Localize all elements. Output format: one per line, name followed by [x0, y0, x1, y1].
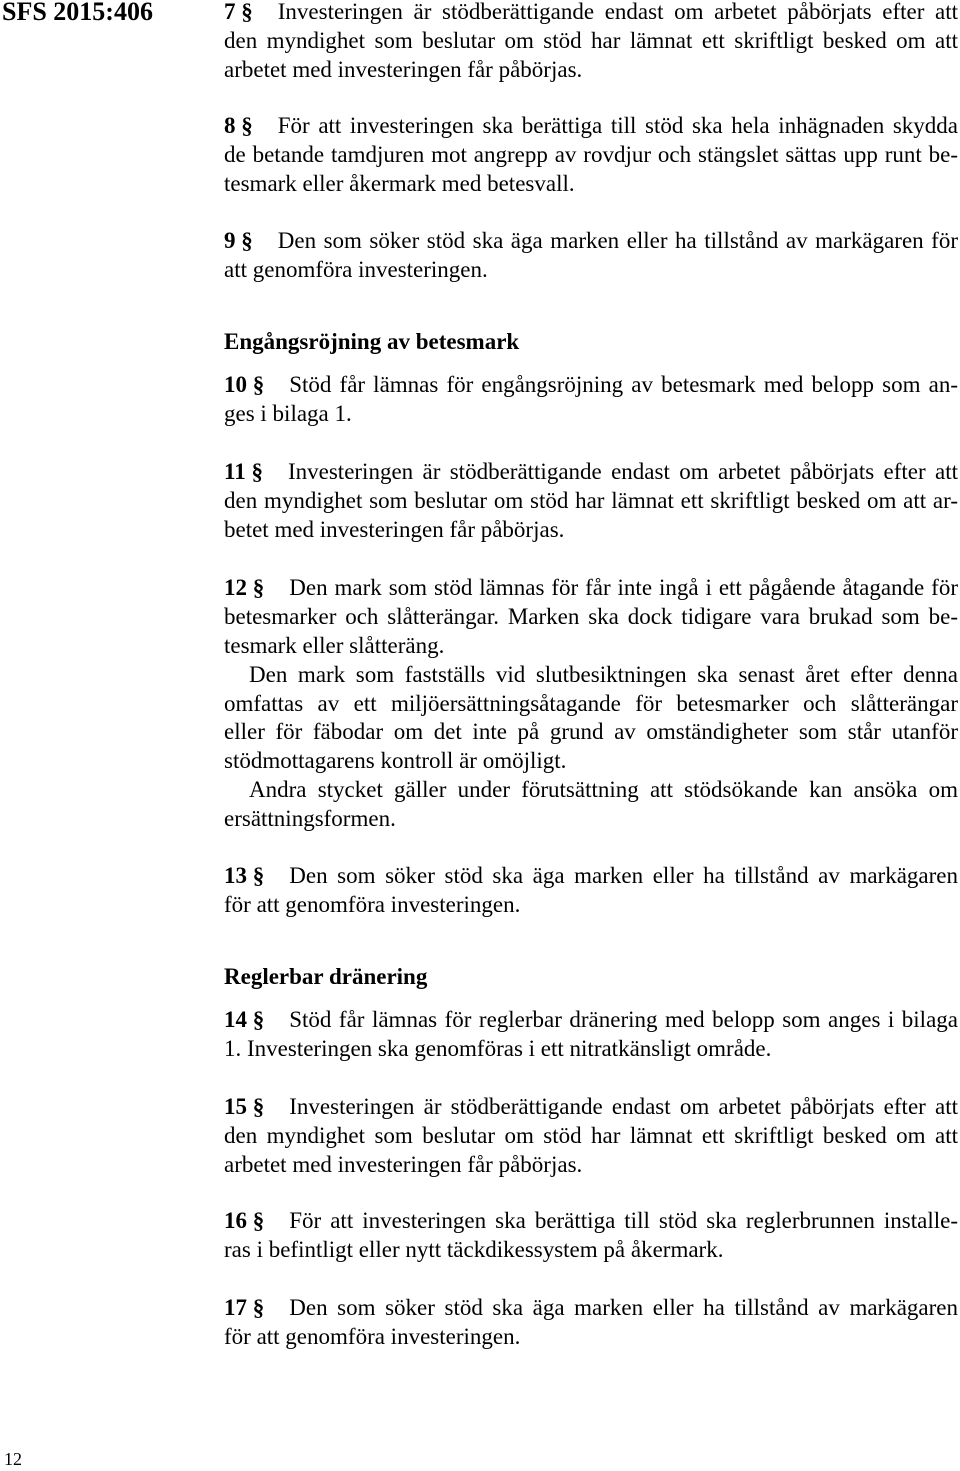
section-number: 13 § — [224, 863, 265, 888]
section-9 — [224, 227, 958, 285]
section-14 — [224, 1006, 958, 1064]
line-text: Den som söker stöd ska äga marken eller ha tillstånd av markägaren — [289, 1295, 958, 1320]
sfs-number: SFS 2015:406 — [2, 0, 153, 26]
text-line: 1. Investeringen ska genomföras i ett nitratkänsligt område. — [224, 1035, 772, 1061]
text-line — [224, 227, 958, 256]
section-10 — [224, 371, 958, 429]
text-line: de betande tamdjuren mot angrepp av rovdjur och stängslet sättas upp runt be- — [224, 141, 958, 167]
line-text: Stöd får lämnas för reglerbar dränering med belopp som anges i bilaga — [289, 1007, 958, 1032]
section-heading — [224, 328, 958, 357]
text-line — [224, 0, 958, 27]
section-12 — [224, 574, 958, 834]
text-line: Den mark som fastställs vid slutbesiktningen ska senast året efter denna — [249, 661, 958, 687]
line-text: Investeringen är stödberättigande endast om arbetet påbörjats efter att — [287, 459, 958, 484]
text-line: den myndighet som beslutar om stöd har lämnat ett skriftligt besked om att — [224, 1122, 958, 1148]
text-line: ersättningsformen. — [224, 806, 396, 832]
section-17 — [224, 1294, 958, 1352]
text-line: arbetet med investeringen får påbörjas. — [224, 1151, 583, 1177]
section-number: 10 § — [224, 372, 265, 397]
section-number: 12 § — [224, 575, 265, 600]
text-line — [224, 1093, 958, 1122]
heading-text: Engångsröjning av betesmark — [224, 329, 520, 354]
section-number: 16 § — [224, 1208, 265, 1233]
text-line — [224, 371, 958, 400]
text-line: för att genomföra investeringen. — [224, 891, 521, 917]
text-line: ras i befintligt eller nytt täckdikessystem på åkermark. — [224, 1236, 724, 1262]
text-line: betesmarker och slåtterängar. Marken ska dock tidigare vara brukad som be- — [224, 603, 958, 629]
section-11 — [224, 458, 958, 545]
text-line: tesmark eller åkermark med betesvall. — [224, 170, 575, 196]
text-line: arbetet med investeringen får påbörjas. — [224, 56, 583, 82]
line-text: Stöd får lämnas för engångsröjning av betesmark med belopp som an- — [289, 372, 958, 397]
text-line — [224, 1006, 958, 1035]
section-number: 8 § — [224, 113, 253, 138]
section-8 — [224, 112, 958, 199]
line-text: För att investeringen ska berättiga till stöd ska hela inhägnaden skydda — [277, 113, 958, 138]
line-text: För att investeringen ska berättiga till stöd ska reglerbrunnen installe- — [289, 1208, 958, 1233]
heading-text: Reglerbar dränering — [224, 964, 428, 989]
text-line: ges i bilaga 1. — [224, 400, 352, 426]
text-line: betet med investeringen får påbörjas. — [224, 516, 565, 542]
text-line: tesmark eller slåtteräng. — [224, 632, 445, 658]
text-line: den myndighet som beslutar om stöd har lämnat ett skriftligt besked om att — [224, 27, 958, 53]
line-text: Investeringen är stödberättigande endast om arbetet påbörjats efter att — [277, 0, 958, 24]
text-line: stödmottagarens kontroll är omöjligt. — [224, 748, 567, 774]
text-line — [224, 1294, 958, 1323]
text-line — [224, 862, 958, 891]
section-13 — [224, 862, 958, 920]
section-number: 11 § — [224, 459, 263, 484]
text-line: eller för fäbodar om det inte på grund av omständigheter som står utanför — [224, 719, 958, 745]
page-number: 12 — [4, 1449, 22, 1469]
text-line: att genomföra investeringen. — [224, 256, 488, 282]
text-line: omfattas av ett miljöersättningsåtagande för betesmarker och slåtterängar — [224, 690, 958, 716]
section-7 — [224, 0, 958, 85]
text-line — [224, 1207, 958, 1236]
text-line — [224, 112, 958, 141]
section-heading — [224, 963, 958, 992]
section-16 — [224, 1207, 958, 1265]
text-line: för att genomföra investeringen. — [224, 1323, 521, 1349]
section-number: 9 § — [224, 228, 253, 253]
section-number: 17 § — [224, 1295, 265, 1320]
section-15 — [224, 1093, 958, 1180]
line-text: Investeringen är stödberättigande endast om arbetet påbörjats efter att — [289, 1094, 958, 1119]
section-number: 14 § — [224, 1007, 265, 1032]
line-text: Den som söker stöd ska äga marken eller ha tillstånd av markägaren för — [277, 228, 958, 253]
text-line: den myndighet som beslutar om stöd har lämnat ett skriftligt besked om att ar- — [224, 487, 958, 513]
section-number: 15 § — [224, 1094, 265, 1119]
section-number: 7 § — [224, 0, 253, 24]
text-line — [224, 458, 958, 487]
line-text: Den som söker stöd ska äga marken eller ha tillstånd av markägaren — [289, 863, 958, 888]
line-text: Den mark som stöd lämnas för får inte ingå i ett pågående åtagande för — [289, 575, 958, 600]
text-line: Andra stycket gäller under förutsättning att stödsökande kan ansöka om — [249, 777, 958, 803]
text-line — [224, 574, 958, 603]
